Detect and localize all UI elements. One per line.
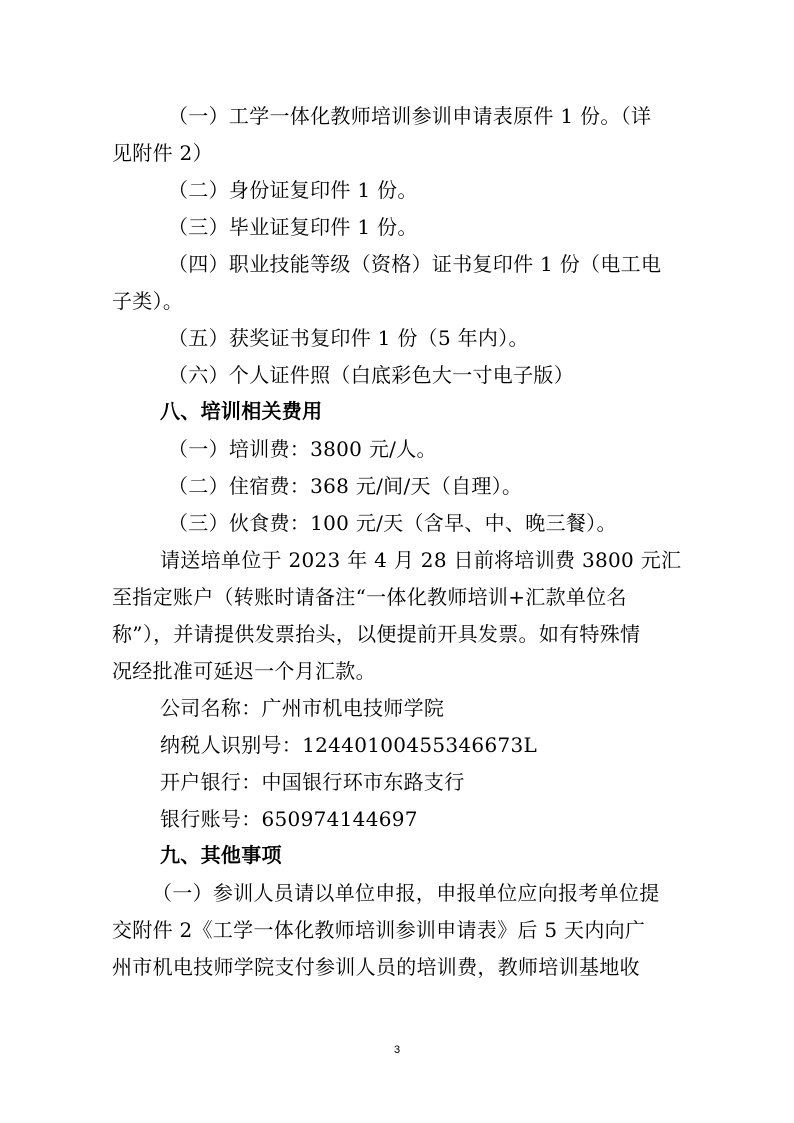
- section-heading-fees: 八、培训相关费用: [160, 399, 323, 423]
- fee-item-training: （一）培训费：3800 元/人。: [168, 437, 437, 461]
- attachment-item-6: （六）个人证件照（白底彩色大一寸电子版）: [168, 363, 574, 387]
- fee-item-lodging: （二）住宿费：368 元/间/天（自理）。: [168, 474, 523, 498]
- other-item-1-line-2: 交附件 2《工学一体化教师培训参训申请表》后 5 天内向广: [112, 918, 646, 942]
- attachment-item-1-line-1: （一）工学一体化教师培训参训申请表原件 1 份。（详: [168, 104, 652, 128]
- payment-paragraph-line-3: 称”），并请提供发票抬头，以便提前开具发票。如有特殊情: [112, 622, 641, 646]
- attachment-item-3: （三）毕业证复印件 1 份。: [168, 215, 418, 239]
- taxpayer-id: 纳税人识别号：12440100455346673L: [160, 733, 538, 757]
- other-item-1-line-1: （一）参训人员请以单位申报，申报单位应向报考单位提: [152, 881, 660, 905]
- bank-account: 银行账号：650974144697: [160, 807, 418, 831]
- attachment-item-4-line-2: 子类）。: [112, 289, 184, 313]
- payment-paragraph-line-2: 至指定账户（转账时请备注“一体化教师培训+汇款单位名: [112, 585, 627, 609]
- attachment-item-5: （五）获奖证书复印件 1 份（5 年内）。: [168, 326, 529, 350]
- bank-name: 开户银行：中国银行环市东路支行: [160, 770, 465, 794]
- page-number: 3: [393, 1044, 401, 1056]
- fee-item-meals: （三）伙食费：100 元/天（含早、中、晚三餐）。: [168, 511, 617, 535]
- section-heading-other: 九、其他事项: [160, 843, 282, 867]
- company-name: 公司名称：广州市机电技师学院: [160, 696, 445, 720]
- payment-paragraph-line-1: 请送培单位于 2023 年 4 月 28 日前将培训费 3800 元汇: [160, 548, 682, 572]
- attachment-item-1-line-2: 见附件 2）: [112, 141, 213, 165]
- attachment-item-2: （二）身份证复印件 1 份。: [168, 178, 418, 202]
- other-item-1-line-3: 州市机电技师学院支付参训人员的培训费，教师培训基地收: [112, 955, 640, 979]
- payment-paragraph-line-4: 况经批准可延迟一个月汇款。: [112, 659, 376, 683]
- attachment-item-4-line-1: （四）职业技能等级（资格）证书复印件 1 份（电工电: [168, 252, 662, 276]
